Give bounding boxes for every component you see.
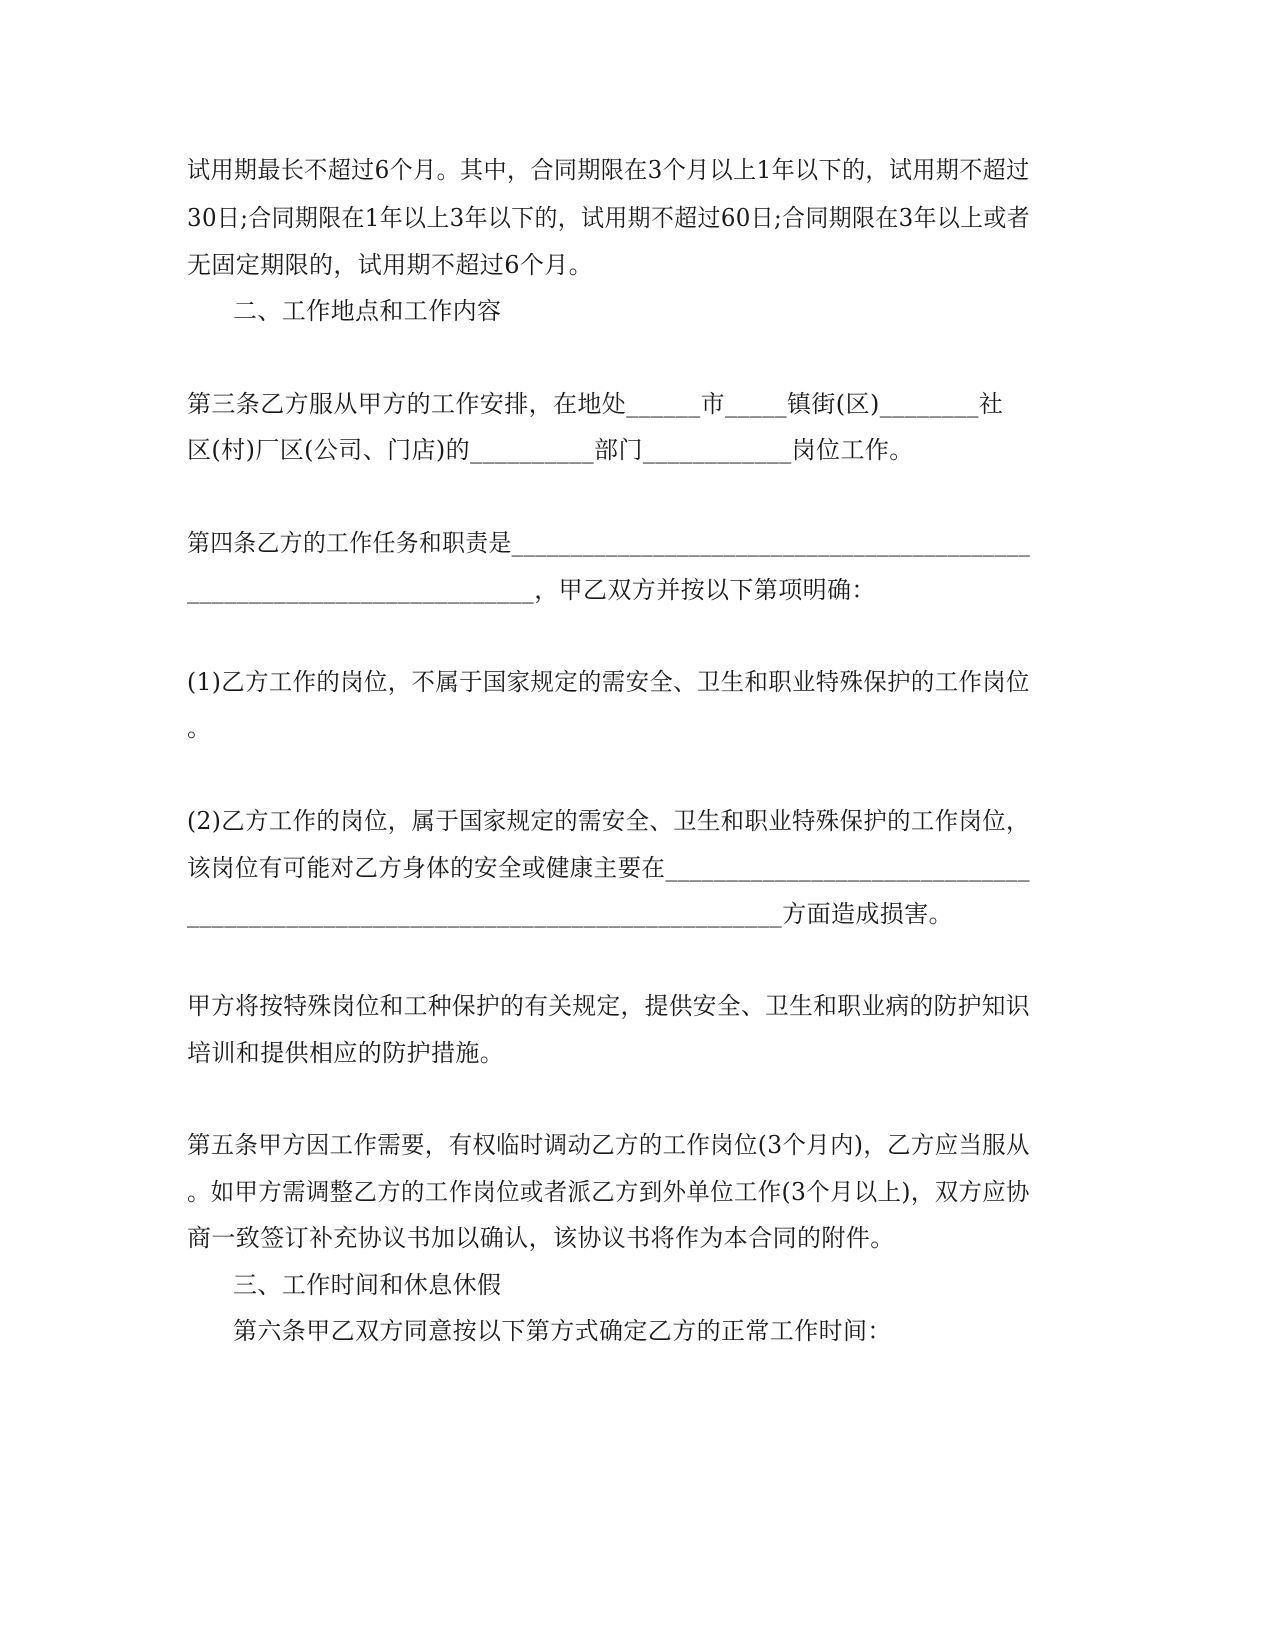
item-1-line: 。: [187, 714, 212, 742]
article-4-line: 第四条乙方的工作任务和职责是____________________________________________: [187, 529, 1031, 557]
section-heading: 二、工作地点和工作内容: [233, 297, 502, 325]
item-2-line: ________________________________________________方面造成损害。: [187, 900, 953, 928]
paragraph-line: 30日;合同期限在1年以上3年以下的，试用期不超过60日;合同期限在3年以上或者: [187, 204, 1031, 232]
section-heading: 三、工作时间和休息休假: [233, 1271, 502, 1299]
article-6-line: 第六条甲乙双方同意按以下第方式确定乙方的正常工作时间：: [233, 1317, 892, 1345]
item-2-line: 该岗位有可能对乙方身体的安全或健康主要在______________________________: [187, 854, 1030, 882]
protection-line: 培训和提供相应的防护措施。: [187, 1039, 505, 1067]
article-5-line: 商一致签订补充协议书加以确认，该协议书将作为本合同的附件。: [187, 1224, 895, 1252]
paragraph-line: 试用期最长不超过6个月。其中，合同期限在3个月以上1年以下的，试用期不超过: [187, 156, 1030, 184]
item-2-line: (2)乙方工作的岗位，属于国家规定的需安全、卫生和职业特殊保护的工作岗位，: [187, 807, 1030, 835]
article-3-line: 区(村)厂区(公司、门店)的__________部门____________岗位工作。: [187, 436, 914, 464]
article-5-line: 第五条甲方因工作需要，有权临时调动乙方的工作岗位(3个月内)，乙方应当服从: [187, 1131, 1030, 1159]
item-1-line: (1)乙方工作的岗位，不属于国家规定的需安全、卫生和职业特殊保护的工作岗位: [187, 668, 1030, 696]
article-5-line: 。如甲方需调整乙方的工作岗位或者派乙方到外单位工作(3个月以上)，双方应协: [187, 1178, 1030, 1206]
protection-line: 甲方将按特殊岗位和工种保护的有关规定，提供安全、卫生和职业病的防护知识: [187, 992, 1030, 1020]
article-3-line: 第三条乙方服从甲方的工作安排，在地处______市_____镇街(区)________社: [187, 390, 1004, 418]
article-4-line: ____________________________，甲乙双方并按以下第项明确：: [187, 576, 876, 604]
paragraph-line: 无固定期限的，试用期不超过6个月。: [187, 251, 594, 279]
